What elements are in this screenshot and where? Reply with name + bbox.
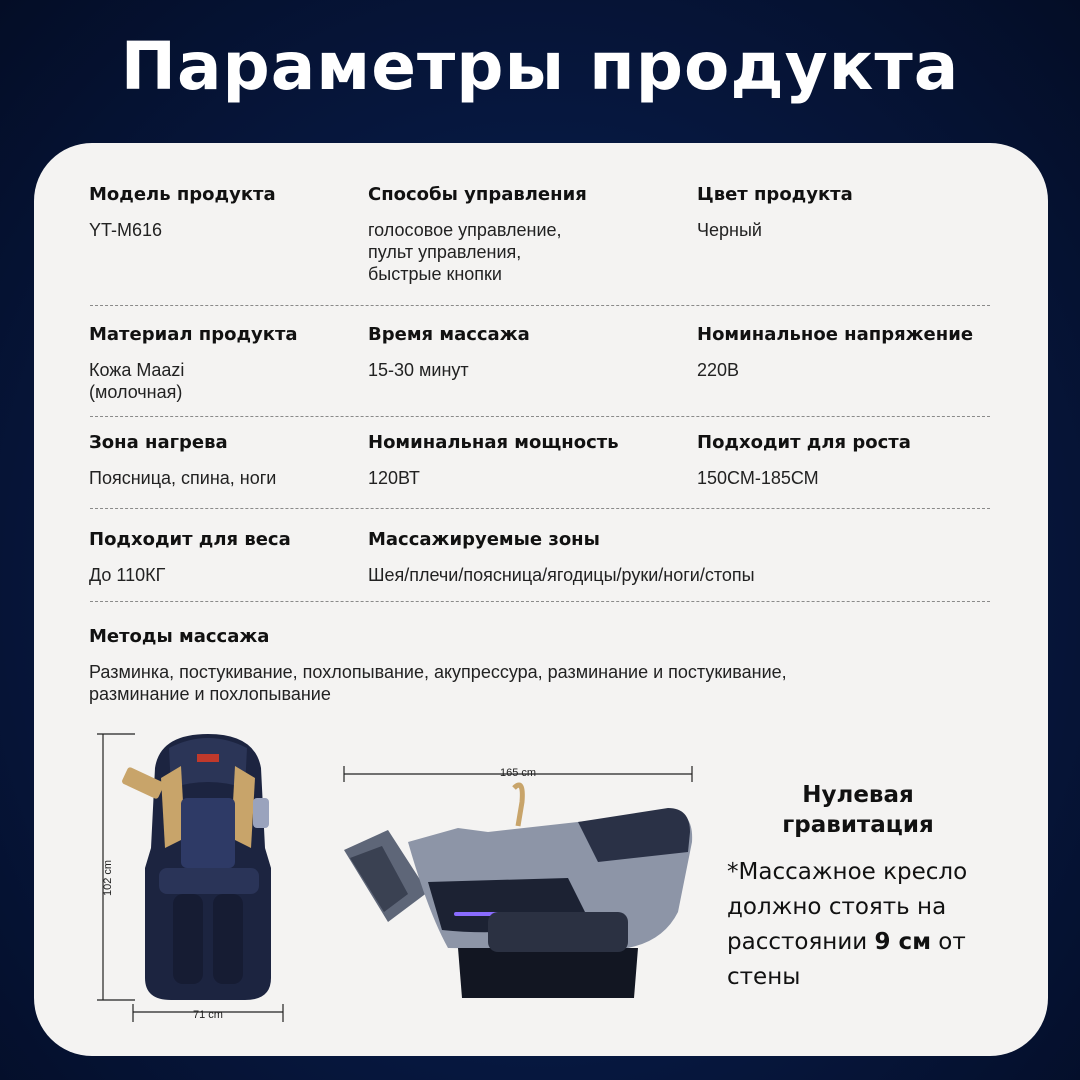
spec-model (89, 184, 276, 241)
spec-time (368, 324, 530, 381)
page-title: Параметры продукта (120, 28, 960, 105)
spec-value: До 110КГ (89, 565, 166, 585)
chair-side-illustration (344, 785, 692, 998)
spec-zones (368, 529, 755, 586)
spec-label: Номинальная мощность (368, 432, 619, 453)
spec-value: YT-M616 (89, 220, 163, 240)
divider (90, 508, 990, 509)
spec-label: Массажируемые зоны (368, 529, 600, 550)
spec-value: 220В (697, 360, 740, 380)
zero-note-distance: 9 см (874, 929, 931, 955)
divider (90, 305, 990, 306)
zero-gravity-title-line2: гравитация (782, 812, 934, 838)
length-label: 165 cm (499, 767, 537, 779)
spec-label: Материал продукта (89, 324, 298, 345)
zero-note-text-end: от стены (727, 929, 966, 990)
spec-weight (89, 529, 291, 586)
spec-methods (89, 626, 849, 705)
spec-label: Подходит для роста (697, 432, 911, 453)
zero-note-text: *Массажное кресло должно стоять на расстоянии (727, 859, 968, 955)
spec-label: Способы управления (368, 184, 587, 205)
spec-label: Модель продукта (89, 184, 276, 205)
chair-front-illustration (121, 734, 271, 1000)
spec-value: Поясница, спина, ноги (89, 468, 277, 488)
divider (90, 601, 990, 602)
spec-material (89, 324, 298, 403)
spec-voltage (697, 324, 973, 381)
spec-value: Шея/плечи/поясница/ягодицы/руки/ноги/стопы (368, 565, 755, 585)
chair-side-view (338, 762, 700, 1002)
spec-label: Цвет продукта (697, 184, 853, 205)
divider (90, 416, 990, 417)
spec-label: Номинальное напряжение (697, 324, 974, 345)
spec-power (368, 432, 619, 489)
zero-gravity-title-line1: Нулевая (802, 782, 914, 808)
spec-value: 120ВТ (368, 468, 420, 488)
spec-value: Кожа Maazi (молочная) (89, 360, 185, 402)
width-label: 71 cm (193, 1009, 223, 1021)
height-label: 102 cm (102, 859, 114, 897)
spec-label: Время массажа (368, 324, 530, 345)
spec-value: 15-30 минут (368, 360, 469, 380)
spec-value: голосовое управление, пульт управления, быстрые кнопки (368, 220, 562, 284)
spec-value: Черный (697, 220, 762, 240)
spec-label: Подходит для веса (89, 529, 291, 550)
spec-label: Зона нагрева (89, 432, 228, 453)
spec-label: Методы массажа (89, 626, 270, 647)
spec-control (368, 184, 587, 285)
spec-heating (89, 432, 276, 489)
spec-value: Разминка, постукивание, похлопывание, акупрессура, разминание и постукивание, разминание и похлопывание (89, 662, 787, 704)
zero-gravity-title (758, 780, 958, 840)
spec-value: 150СМ-185СМ (697, 468, 819, 488)
spec-height (697, 432, 911, 489)
spec-color (697, 184, 853, 241)
zero-gravity-note (727, 855, 1027, 995)
chair-front-view (95, 728, 295, 1028)
